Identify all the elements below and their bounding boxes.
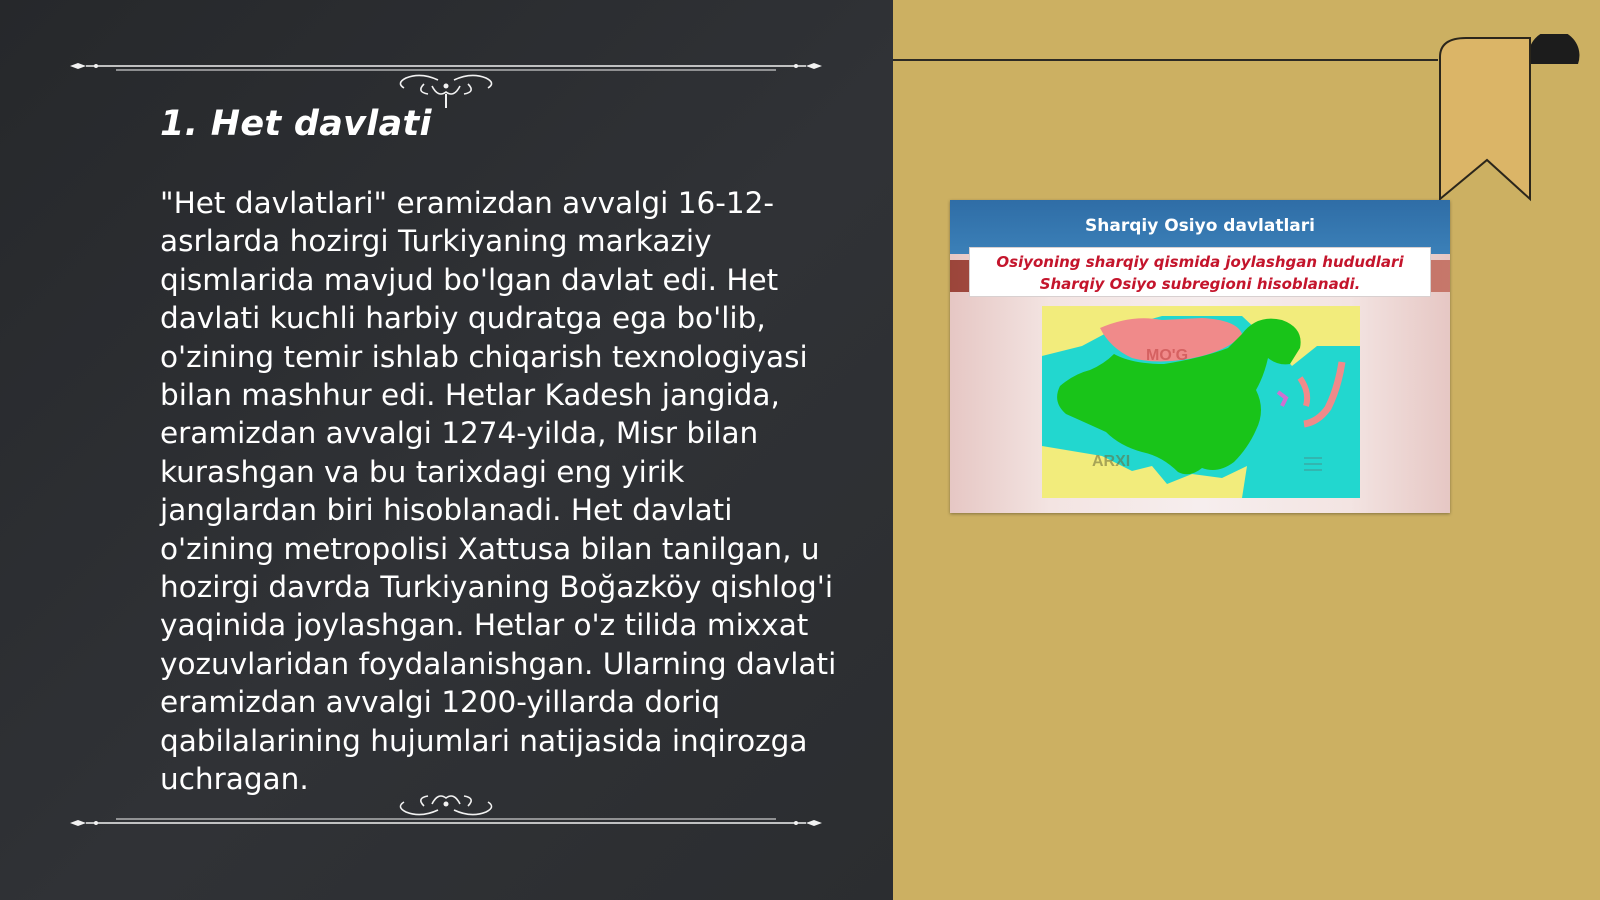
- bookmark-ribbon-icon: [1430, 34, 1600, 204]
- ornament-divider-bottom-icon: [66, 790, 826, 830]
- east-asia-map: [1042, 306, 1360, 498]
- map-label-south: ARXI: [1092, 453, 1131, 470]
- map-image: [950, 200, 1450, 513]
- slide-heading: 1. Het davlati: [160, 104, 432, 144]
- header-rule: [893, 59, 1438, 61]
- map-image-caption: Osiyoning sharqiy qismida joylashgan hududlari Sharqiy Osiyo subregioni hisoblanadi.: [969, 247, 1431, 297]
- map-image-title: Sharqiy Osiyo davlatlari: [1085, 216, 1315, 236]
- map-label-north: MO'G: [1146, 347, 1189, 364]
- slide-body-text: "Het davlatlari" eramizdan avvalgi 16-12-asrlarda hozirgi Turkiyaning markaziy qismlarida mavjud bo'lgan davlat edi. Het davlati kuchli harbiy qudratga ega bo'lib, o'zining temir ishlab chiqarish texnologiyasi bilan mashhur edi. Hetlar Kadesh jangida, eramizdan avvalgi 1274-yilda, Misr bilan kurashgan va bu tarixdagi eng yirik janglardan biri hisoblanadi. Het davlati o'zining metropolisi Xattusa bilan tanilgan, u hozirgi davrda Turkiyaning Boğazköy qishlog'i yaqinida joylashgan. Hetlar o'z tilida mixxat yozuvlaridan foydalanishgan. Ularning davlati eramizdan avvalgi 1200-yillarda doriq qabilalarining hujumlari natijasida inqirozga uchragan.: [160, 186, 837, 797]
